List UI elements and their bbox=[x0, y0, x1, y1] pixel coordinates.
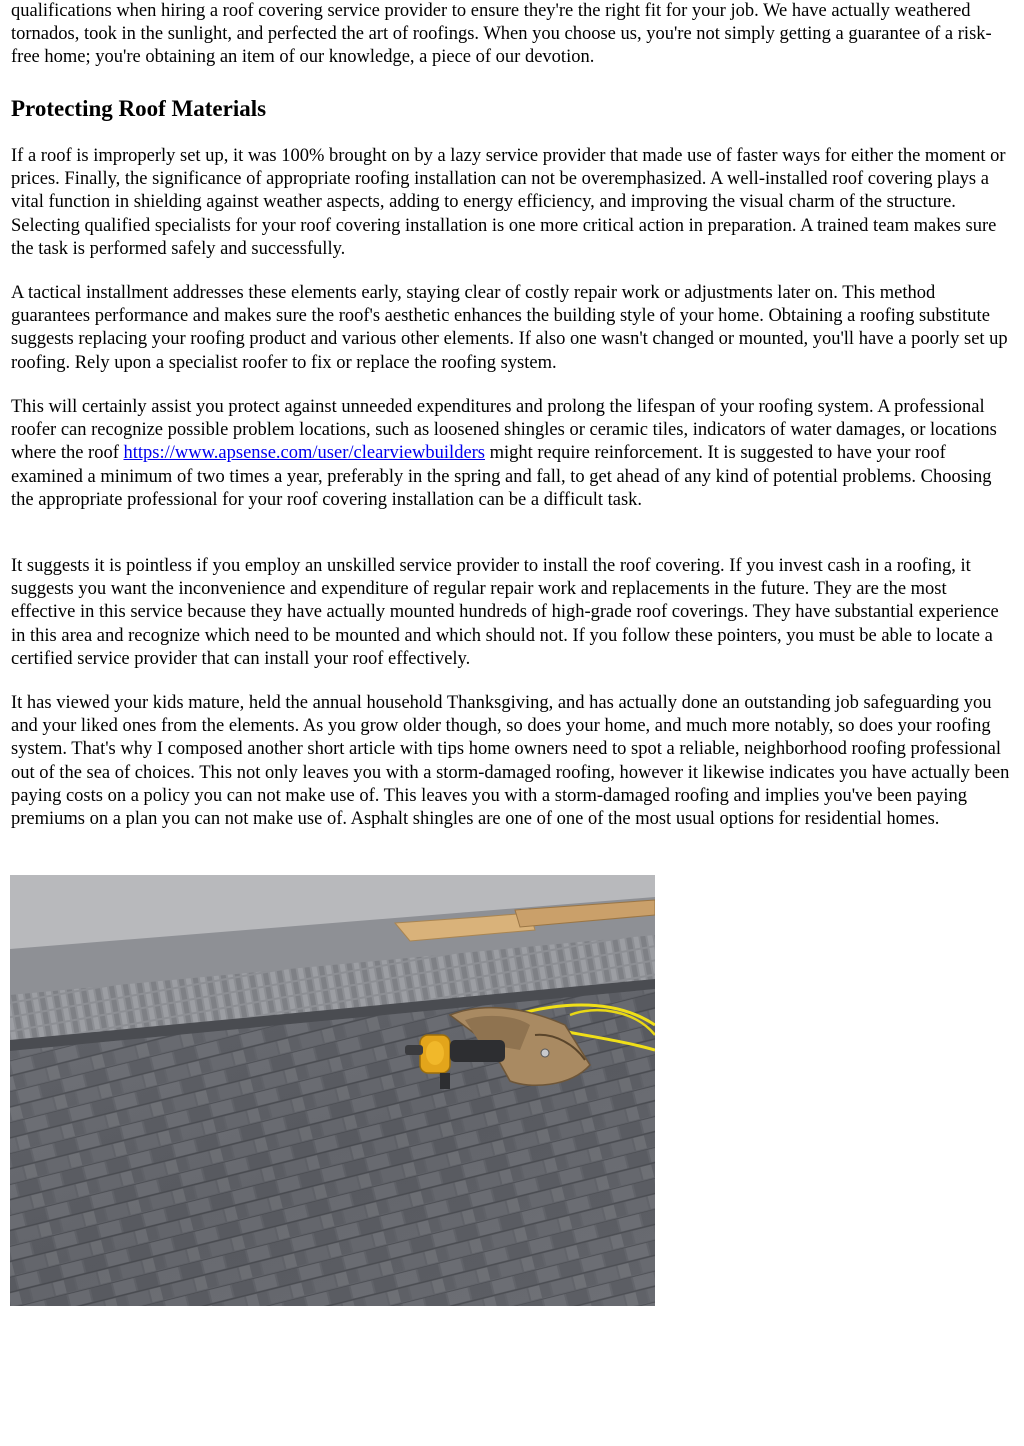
contractor-profile-link[interactable]: https://www.apsense.com/user/clearviewbuilders bbox=[123, 443, 486, 464]
paragraph-4: It suggests it is pointless if you employ an unskilled service provider to install the roof covering. If you invest cash in a roofing, it suggests you want the inconvenience and expenditure of regular repair work and replacements in the future. They are the most effective in this service because they have actually mounted hundreds of high-grade roof coverings. They have substantial experience in this area and recognize which need to be mounted and which should not. If you follow these pointers, you must be able to locate a certified service provider that can install your roof effectively. bbox=[11, 556, 999, 669]
intro-paragraph: qualifications when hiring a roof covering service provider to ensure they're the right fit for your job. We have actually weathered tornados, took in the sunlight, and perfected the art of roofings. When you choose us, you're not simply getting a guarantee of a risk-free home; you're obtaining an item of our knowledge, a piece of our devotion. bbox=[11, 1, 992, 68]
roof-shingles-photo bbox=[10, 875, 655, 1306]
section-heading: Protecting Roof Materials bbox=[11, 96, 267, 121]
paragraph-3-text-after-link: might require reinforcement. It is suggested to have your roof examined a minimum of two times a year, preferably in the spring and fall, to get ahead of any kind of potential problems. Choosing the appropriate professional for your roof covering installation can be a difficult task. bbox=[11, 443, 992, 510]
paragraph-2: A tactical installment addresses these elements early, staying clear of costly repair work or adjustments later on. This method guarantees performance and makes sure the roof's aesthetic enhances the building style of your home. Obtaining a roofing substitute suggests replacing your roofing product and various other elements. If also one wasn't changed or mounted, you'll have a poorly set up roofing. Rely upon a specialist roofer to fix or replace the roofing system. bbox=[11, 283, 1008, 373]
paragraph-3 bbox=[11, 396, 1015, 512]
paragraph-1: If a roof is improperly set up, it was 100% brought on by a lazy service provider that made use of faster ways for either the moment or prices. Finally, the significance of appropriate roofing installation can not be overemphasized. A well-installed roof covering plays a vital function in shielding against weather aspects, adding to energy efficiency, and improving the visual charm of the structure. Selecting qualified specialists for your roof covering installation is one more critical action in preparation. A trained team makes sure the task is performed safely and successfully. bbox=[11, 146, 1006, 259]
paragraph-3-text-before-link: This will certainly assist you protect against unneeded expenditures and prolong the lifespan of your roofing system. A professional roofer can recognize possible problem locations, such as loosened shingles or ceramic tiles, indicators of water damages, or locations where the roof bbox=[11, 397, 997, 464]
paragraph-5: It has viewed your kids mature, held the annual household Thanksgiving, and has actually done an outstanding job safeguarding you and your liked ones from the elements. As you grow older though, so does your home, and much more notably, so does your roofing system. That's why I composed another short article with tips home owners need to spot a reliable, neighborhood roofing professional out of the sea of choices. This not only leaves you with a storm-damaged roofing, however it likewise indicates you have actually been paying costs on a policy you can not make use of. This leaves you with a storm-damaged roofing and implies you've been paying premiums on a plan you can not make use of. Asphalt shingles are one of one of the most usual options for residential homes. bbox=[11, 693, 1010, 830]
